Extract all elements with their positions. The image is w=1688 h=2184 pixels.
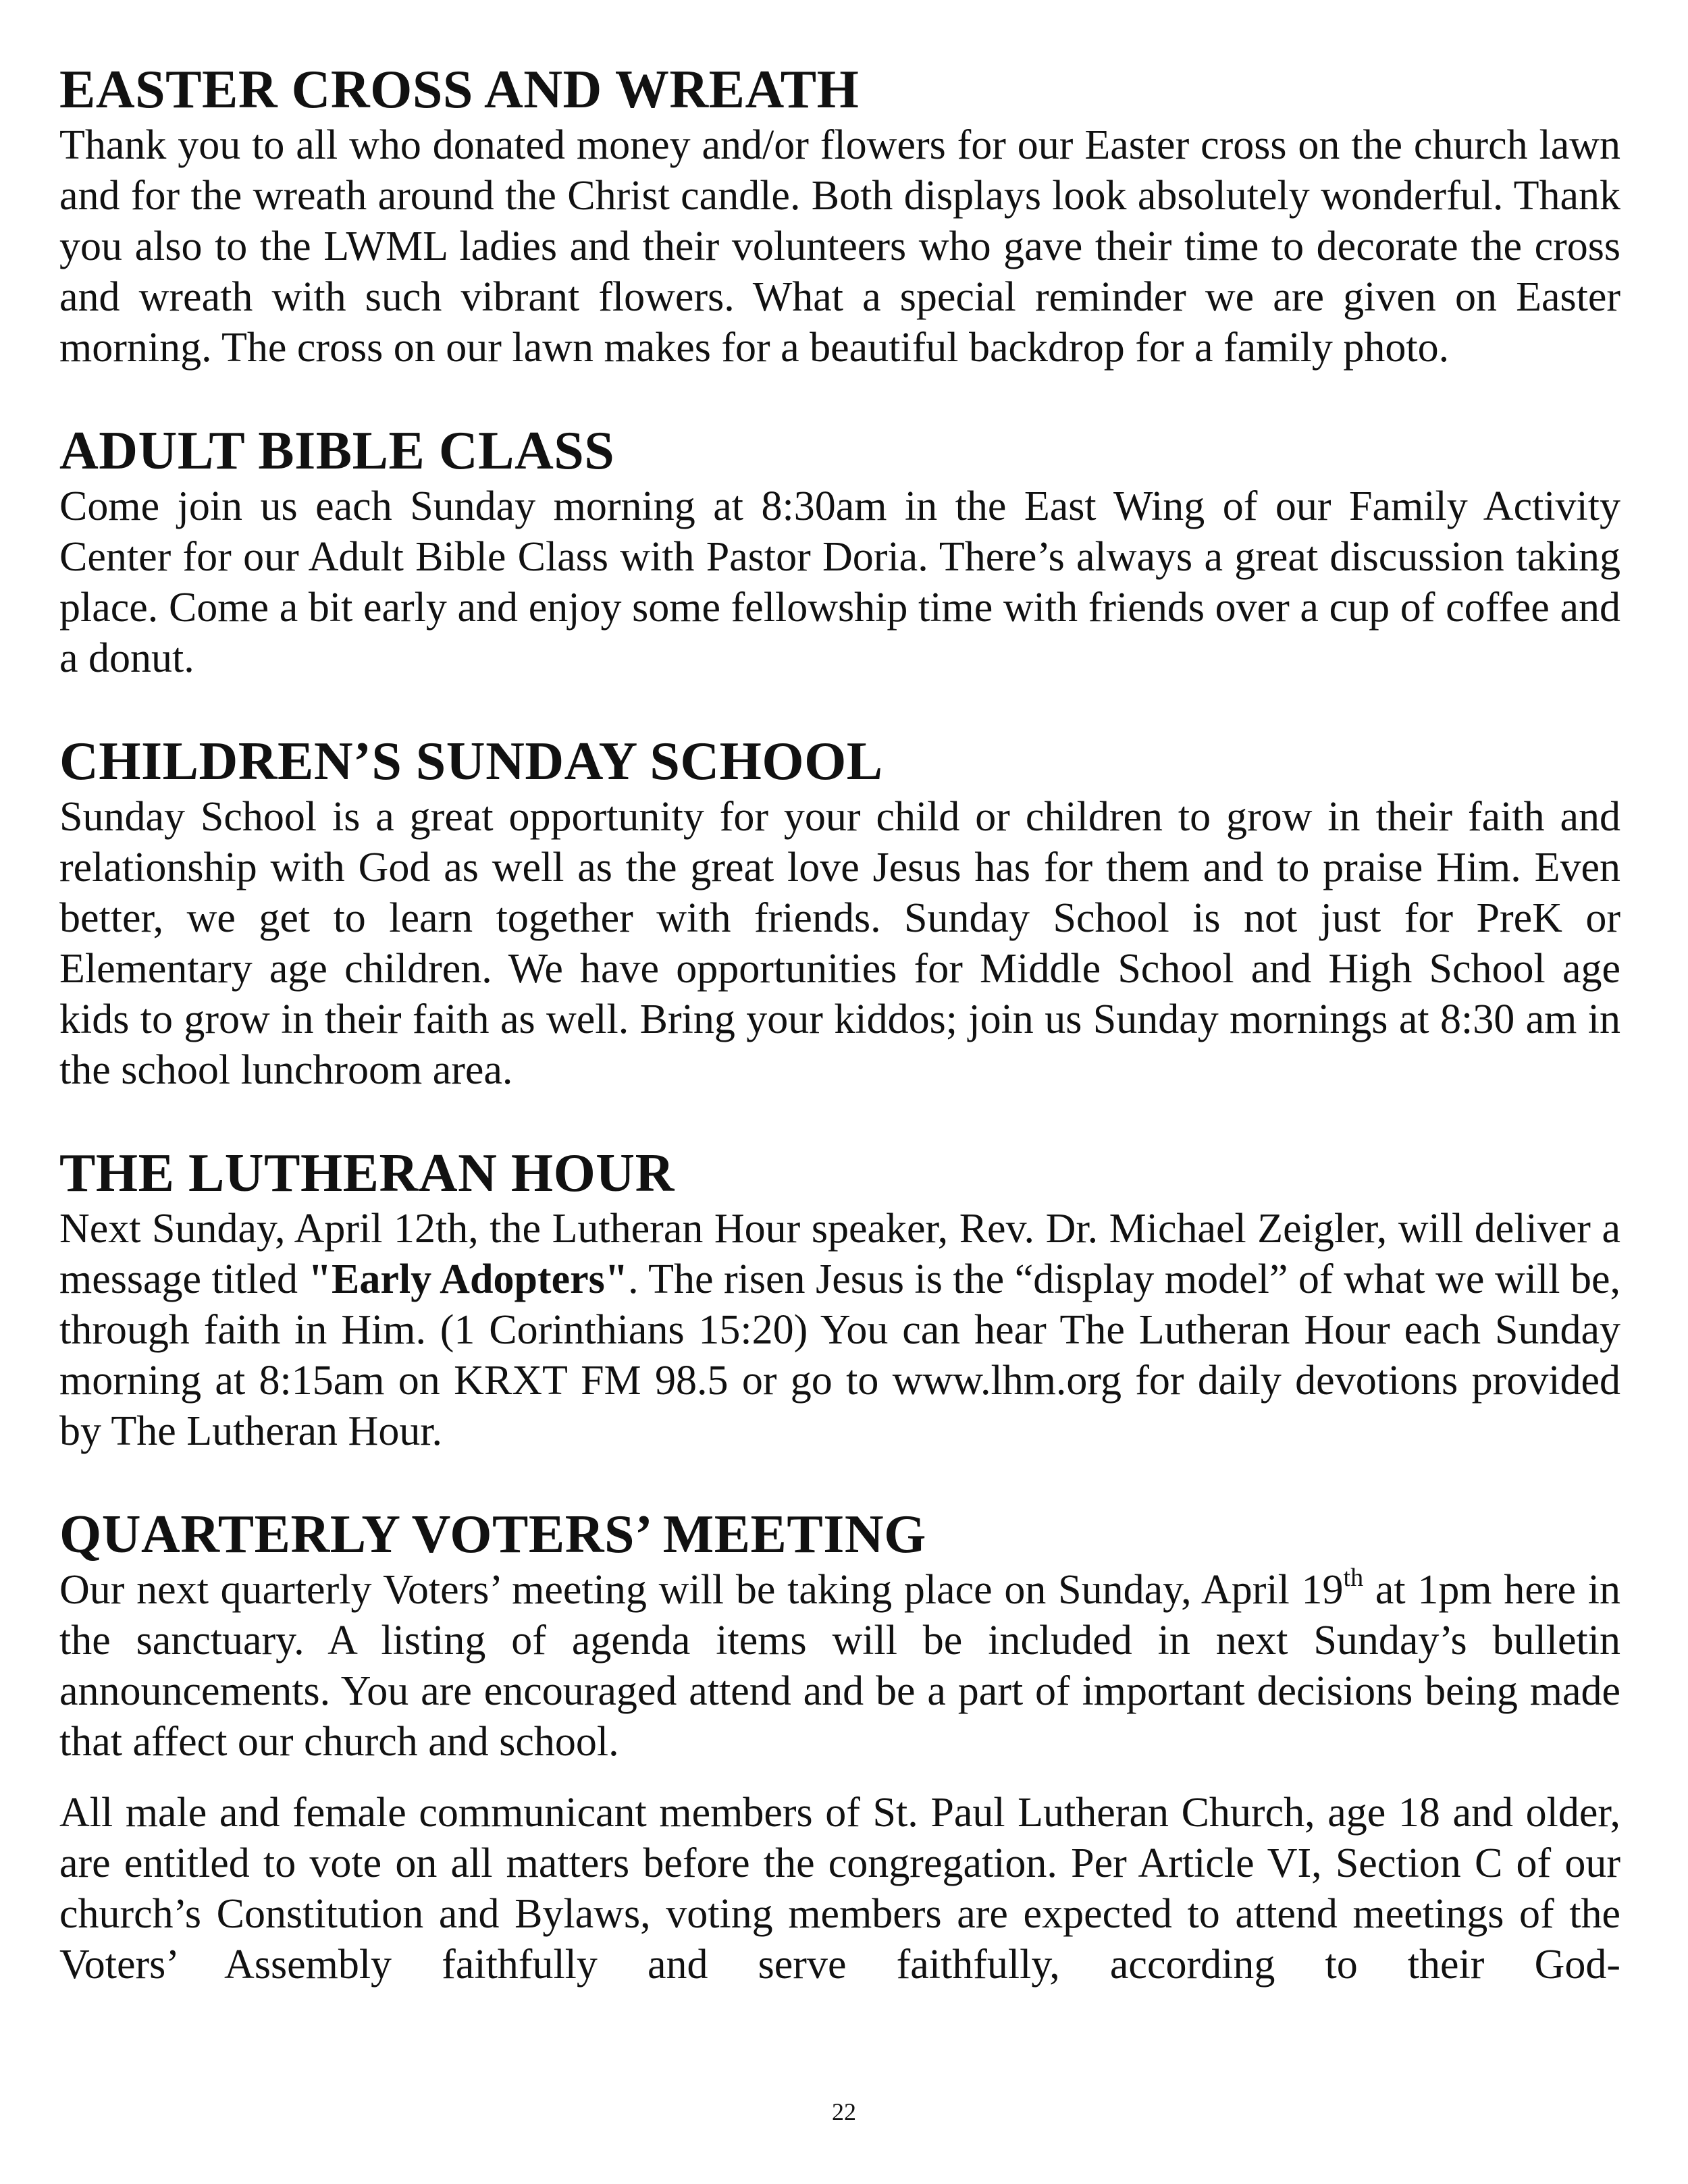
section-body-paragraph-1	[59, 1565, 1620, 1767]
body-text-before: Our next quarterly Voters’ meeting will be taking place on Sunday, April 19	[59, 1567, 1344, 1613]
section-body-paragraph-2: All male and female communicant members of St. Paul Lutheran Church, age 18 and older, are entitled to vote on all matters before the congregation. Per Article VI, Section C of our church’s Constitution and Bylaws, voting members are expected to attend meetings of the Voters’ Assembly faithfully and serve faithfully, according to their God-	[59, 1790, 1620, 1988]
section-heading: EASTER CROSS AND WREATH	[59, 60, 860, 119]
section-heading: THE LUTHERAN HOUR	[59, 1144, 675, 1203]
section-heading: ADULT BIBLE CLASS	[59, 421, 615, 481]
body-text-after: . The risen Jesus is the “display model” of what we will be, through faith in Him. (1 Corinthians 15:20) You can hear The Lutheran Hour each Sunday morning at 8:15am on KRXT FM 98.5 or go to www.lhm.org for daily devotions provided by The Lutheran Hour.	[59, 1256, 1620, 1454]
section-heading: QUARTERLY VOTERS’ MEETING	[59, 1505, 926, 1564]
section-body: Come join us each Sunday morning at 8:30am in the East Wing of our Family Activity Center for our Adult Bible Class with Pastor Doria. There’s always a great discussion taking place. Come a bit early and enjoy some fellowship time with friends over a cup of coffee and a donut.	[59, 483, 1620, 681]
section-lutheran-hour	[59, 1143, 1620, 1457]
body-text-after: at 1pm here in the sanctuary. A listing of agenda items will be included in next Sunday’s bulletin announcements. You are encouraged attend and be a part of important decisions being made that affect our church and school.	[59, 1567, 1620, 1765]
section-easter-cross-and-wreath	[59, 59, 1620, 373]
newsletter-page	[59, 59, 1620, 2037]
section-quarterly-voters-meeting	[59, 1504, 1620, 1990]
section-heading: CHILDREN’S SUNDAY SCHOOL	[59, 732, 883, 791]
section-body	[59, 1204, 1620, 1457]
section-body: Sunday School is a great opportunity for your child or children to grow in their faith and relationship with God as well as the great love Jesus has for them and to praise Him. Even better, we get to learn together with friends. Sunday School is not just for PreK or Elementary age children. We have opportunities for Middle School and High School age kids to grow in their faith as well. Bring your kiddos; join us Sunday mornings at 8:30 am in the school lunchroom area.	[59, 794, 1620, 1093]
section-adult-bible-class	[59, 421, 1620, 684]
section-childrens-sunday-school	[59, 731, 1620, 1096]
page-number: 22	[832, 2098, 856, 2125]
section-body: Thank you to all who donated money and/or flowers for our Easter cross on the church lawn and for the wreath around the Christ candle. Both displays look absolutely wonderful. Thank you also to the LWML ladies and their volunteers who gave their time to decorate the cross and wreath with such vibrant flowers. What a special reminder we are given on Easter morning. The cross on our lawn makes for a beautiful backdrop for a family photo.	[59, 122, 1620, 371]
message-title: "Early Adopters"	[308, 1256, 629, 1302]
body-text-before: Next Sunday, April 12th, the Lutheran Hour speaker, Rev. Dr. Michael Zeigler, will deliver a message titled	[59, 1206, 1620, 1302]
ordinal-suffix: th	[1343, 1564, 1364, 1592]
